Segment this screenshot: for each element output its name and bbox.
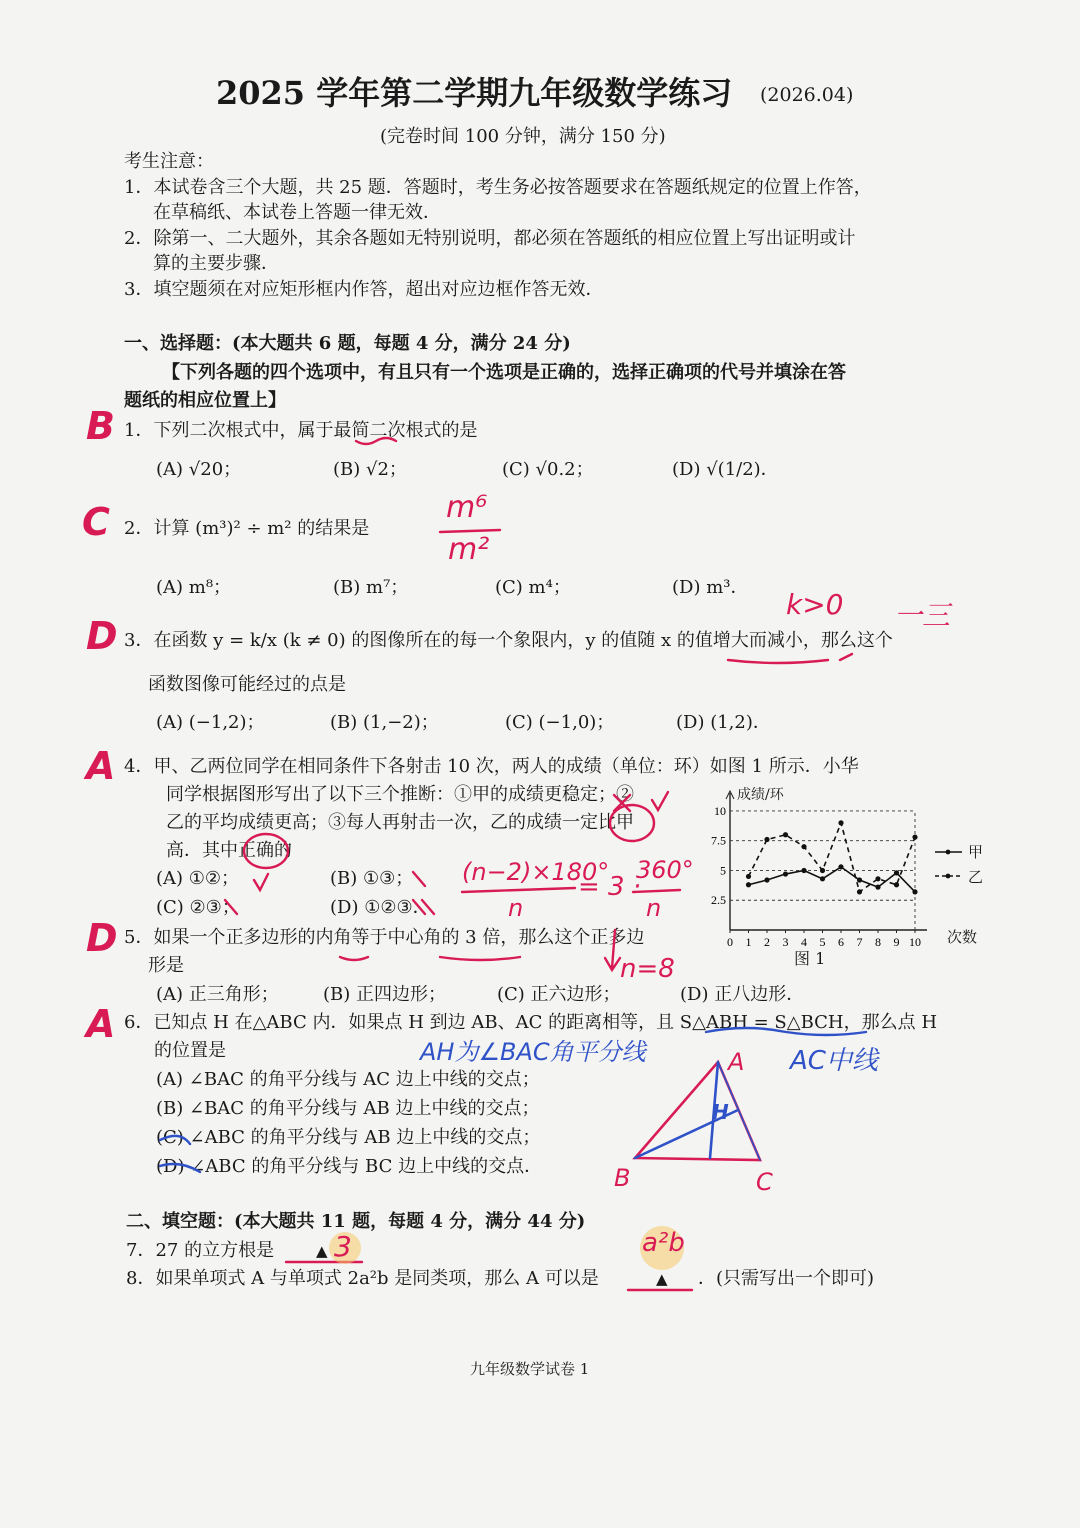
question-stem: 2．计算 (m³)² ÷ m² 的结果是 bbox=[124, 518, 370, 539]
cross-mark bbox=[413, 872, 425, 886]
q5-work-eq: = 3 · bbox=[578, 872, 642, 902]
question-stem: 同学根据图形写出了以下三个推断：①甲的成绩更稳定；② bbox=[166, 784, 634, 805]
question-stem: 3．在函数 y = k/x (k ≠ 0) 的图像所在的每一个象限内，y 的值随 x 的值增大而减小，那么这个 bbox=[124, 630, 893, 651]
answer-letter: D bbox=[86, 916, 118, 960]
option-d: (D) m³． bbox=[672, 577, 749, 598]
option-c: (C) m⁴； bbox=[495, 577, 571, 598]
chart-x-tick-label: 3 bbox=[782, 935, 789, 949]
triangle-vertex-c: C bbox=[756, 1168, 773, 1196]
q5-fraction-bar-left bbox=[462, 888, 575, 892]
check-mark bbox=[254, 874, 268, 890]
triangle-point-h: H bbox=[712, 1100, 729, 1124]
answer-blank-marker: ▲ bbox=[656, 1270, 668, 1288]
exam-date: (2026.04) bbox=[760, 84, 854, 106]
notice-line: 3．填空题须在对应矩形框内作答，超出对应边框作答无效． bbox=[124, 279, 604, 300]
option-d: (D) √(1/2)． bbox=[672, 459, 779, 480]
q5-arrow bbox=[605, 930, 620, 970]
chart-x-label: 次数 bbox=[947, 928, 978, 946]
option-b: (B) ∠BAC 的角平分线与 AB 边上中线的交点； bbox=[156, 1098, 540, 1119]
q3-quadrant-note: 一三 bbox=[894, 599, 951, 632]
option-a: (A) ①②； bbox=[156, 868, 240, 889]
option-a: (A) m⁸； bbox=[156, 577, 232, 598]
answer-letter: A bbox=[86, 1002, 116, 1046]
section-heading: 二、填空题：(本大题共 11 题，每题 4 分，满分 44 分) bbox=[126, 1211, 586, 1232]
option-a: (A) (−1,2)； bbox=[156, 712, 265, 733]
option-b: (B) 正四边形； bbox=[323, 984, 446, 1005]
legend-label-jia: 甲 bbox=[968, 843, 984, 861]
option-c: (C) √0.2； bbox=[502, 459, 594, 480]
section-instruction: 题纸的相应位置上】 bbox=[124, 390, 286, 411]
chart-x-tick-label: 8 bbox=[875, 935, 881, 949]
option-a: (A) 正三角形； bbox=[156, 984, 279, 1005]
underline-zuijian bbox=[356, 438, 396, 444]
question-stem: 高．其中正确的 bbox=[166, 840, 292, 861]
chart-x-tick-label: 5 bbox=[819, 935, 826, 949]
option-b: (B) √2； bbox=[333, 459, 407, 480]
option-d: (D) (1,2)． bbox=[676, 712, 771, 733]
page-subtitle: (完卷时间 100 分钟，满分 150 分) bbox=[380, 126, 666, 147]
chart-x-tick-label: 0 bbox=[727, 935, 733, 949]
chart-y-tick-label: 5 bbox=[720, 863, 726, 878]
answer-blank-marker: ▲ bbox=[316, 1242, 328, 1260]
notice-heading: 考生注意： bbox=[124, 151, 214, 172]
option-d: (D) 正八边形． bbox=[680, 984, 805, 1005]
circle-yiding bbox=[610, 805, 654, 841]
option-c: (C) ∠ABC 的角平分线与 AB 边上中线的交点； bbox=[156, 1127, 541, 1148]
q3-condition-note: k>0 bbox=[786, 588, 844, 621]
answer-letter: B bbox=[86, 404, 115, 448]
chart-y-tick-label: 7.5 bbox=[711, 833, 726, 848]
notice-line: 算的主要步骤． bbox=[153, 253, 279, 274]
triangle-vertex-b: B bbox=[614, 1164, 631, 1192]
q5-work-left-den: n bbox=[508, 894, 524, 922]
option-a: (A) √20； bbox=[156, 459, 242, 480]
option-d: (D) ∠ABC 的角平分线与 BC 边上中线的交点． bbox=[156, 1156, 543, 1177]
option-b: (B) m⁷； bbox=[333, 577, 409, 598]
question-stem: 函数图像可能经过的点是 bbox=[148, 674, 346, 695]
answer-letter: A bbox=[86, 744, 116, 788]
q2-work-numerator: m⁶ bbox=[446, 490, 488, 525]
q5-work-right-den: n bbox=[646, 894, 662, 922]
underline-neijiao bbox=[340, 957, 368, 960]
q8-answer: a²b bbox=[642, 1228, 685, 1258]
option-b: (B) (1,−2)； bbox=[330, 712, 439, 733]
chart-x-tick-label: 6 bbox=[838, 935, 844, 949]
question-stem: 1．下列二次根式中，属于最简二次根式的是 bbox=[124, 420, 478, 441]
answer-letter: C bbox=[82, 500, 110, 544]
q5-work-right: 360° bbox=[636, 856, 694, 884]
page-title: 2025 学年第二学期九年级数学练习 bbox=[216, 74, 733, 112]
chart-y-tick-label: 2.5 bbox=[711, 893, 726, 908]
chart-x-tick-label: 7 bbox=[856, 935, 863, 949]
underline-zhongxin bbox=[440, 957, 520, 960]
notice-line: 1．本试卷含三个大题，共 25 题．答题时，考生务必按答题要求在答题纸规定的位置上作答， bbox=[124, 177, 872, 198]
cross-mark bbox=[225, 900, 237, 914]
chart-x-tick-label: 10 bbox=[909, 935, 921, 949]
q7-answer: 3 bbox=[334, 1230, 352, 1263]
underline-zengda bbox=[728, 660, 828, 663]
chart-y-label: 成绩/环 bbox=[737, 787, 784, 803]
q5-result: n=8 bbox=[620, 954, 675, 984]
question-stem: 乙的平均成绩更高；③每人再射击一次，乙的成绩一定比甲 bbox=[166, 812, 634, 833]
option-b: (B) ①③； bbox=[330, 868, 414, 889]
chevron-mark bbox=[840, 654, 852, 660]
notice-line: 在草稿纸、本试卷上答题一律无效． bbox=[153, 202, 441, 223]
underline-juli bbox=[706, 1028, 866, 1035]
chart-x-tick-label: 2 bbox=[764, 935, 770, 949]
option-d: (D) ①②③． bbox=[330, 897, 431, 918]
strike-option-d bbox=[160, 1164, 200, 1172]
check-mark bbox=[652, 792, 668, 810]
q2-work-denominator: m² bbox=[448, 532, 490, 567]
circle-zhengque bbox=[244, 834, 288, 868]
strike-option-c bbox=[160, 1136, 190, 1144]
question-stem: 形是 bbox=[148, 955, 184, 976]
answer-letter: D bbox=[86, 614, 118, 658]
q6-note-bisector: AH为∠BAC角平分线 bbox=[420, 1038, 646, 1066]
option-c: (C) 正六边形； bbox=[497, 984, 621, 1005]
q5-work-left: (n−2)×180° bbox=[462, 858, 610, 886]
option-c: (C) ②③； bbox=[156, 897, 240, 918]
question-stem: 6．已知点 H 在△ABC 内．如果点 H 到边 AB、AC 的距离相等，且 S△ABH = S△BCH，那么点 H bbox=[124, 1012, 938, 1033]
option-a: (A) ∠BAC 的角平分线与 AC 边上中线的交点； bbox=[156, 1069, 540, 1090]
chart-x-tick-label: 9 bbox=[893, 935, 900, 949]
section-instruction: 【下列各题的四个选项中，有且只有一个选项是正确的，选择正确项的代号并填涂在答 bbox=[162, 362, 846, 383]
chart-x-tick-label: 1 bbox=[745, 935, 752, 949]
legend-label-yi: 乙 bbox=[968, 868, 984, 886]
triangle-figure bbox=[635, 1062, 760, 1160]
triangle-vertex-a: A bbox=[728, 1048, 745, 1076]
section-heading: 一、选择题：(本大题共 6 题，每题 4 分，满分 24 分) bbox=[124, 333, 571, 354]
question-stem: 的位置是 bbox=[154, 1040, 226, 1061]
option-c: (C) (−1,0)； bbox=[505, 712, 615, 733]
chart-x-tick-label: 4 bbox=[801, 935, 807, 949]
q6-note-median: AC中线 bbox=[790, 1046, 878, 1076]
question-stem: 8．如果单项式 A 与单项式 2a²b 是同类项，那么 A 可以是 bbox=[126, 1268, 599, 1289]
notice-line: 2．除第一、二大题外，其余各题如无特别说明，都必须在答题纸的相应位置上写出证明或计 bbox=[124, 228, 856, 249]
page-footer: 九年级数学试卷 1 bbox=[470, 1360, 590, 1378]
question-tail: ．(只需写出一个即可) bbox=[698, 1268, 875, 1289]
question-stem: 7．27 的立方根是 bbox=[126, 1240, 275, 1261]
cross-circle3 bbox=[614, 795, 630, 811]
question-stem: 4．甲、乙两位同学在相同条件下各射击 10 次，两人的成绩（单位：环）如图 1 所示．小华 bbox=[124, 756, 859, 777]
chart-caption: 图 1 bbox=[794, 949, 826, 968]
question-stem: 5．如果一个正多边形的内角等于中心角的 3 倍，那么这个正多边 bbox=[124, 927, 645, 948]
chart-y-tick-label: 10 bbox=[714, 803, 726, 818]
